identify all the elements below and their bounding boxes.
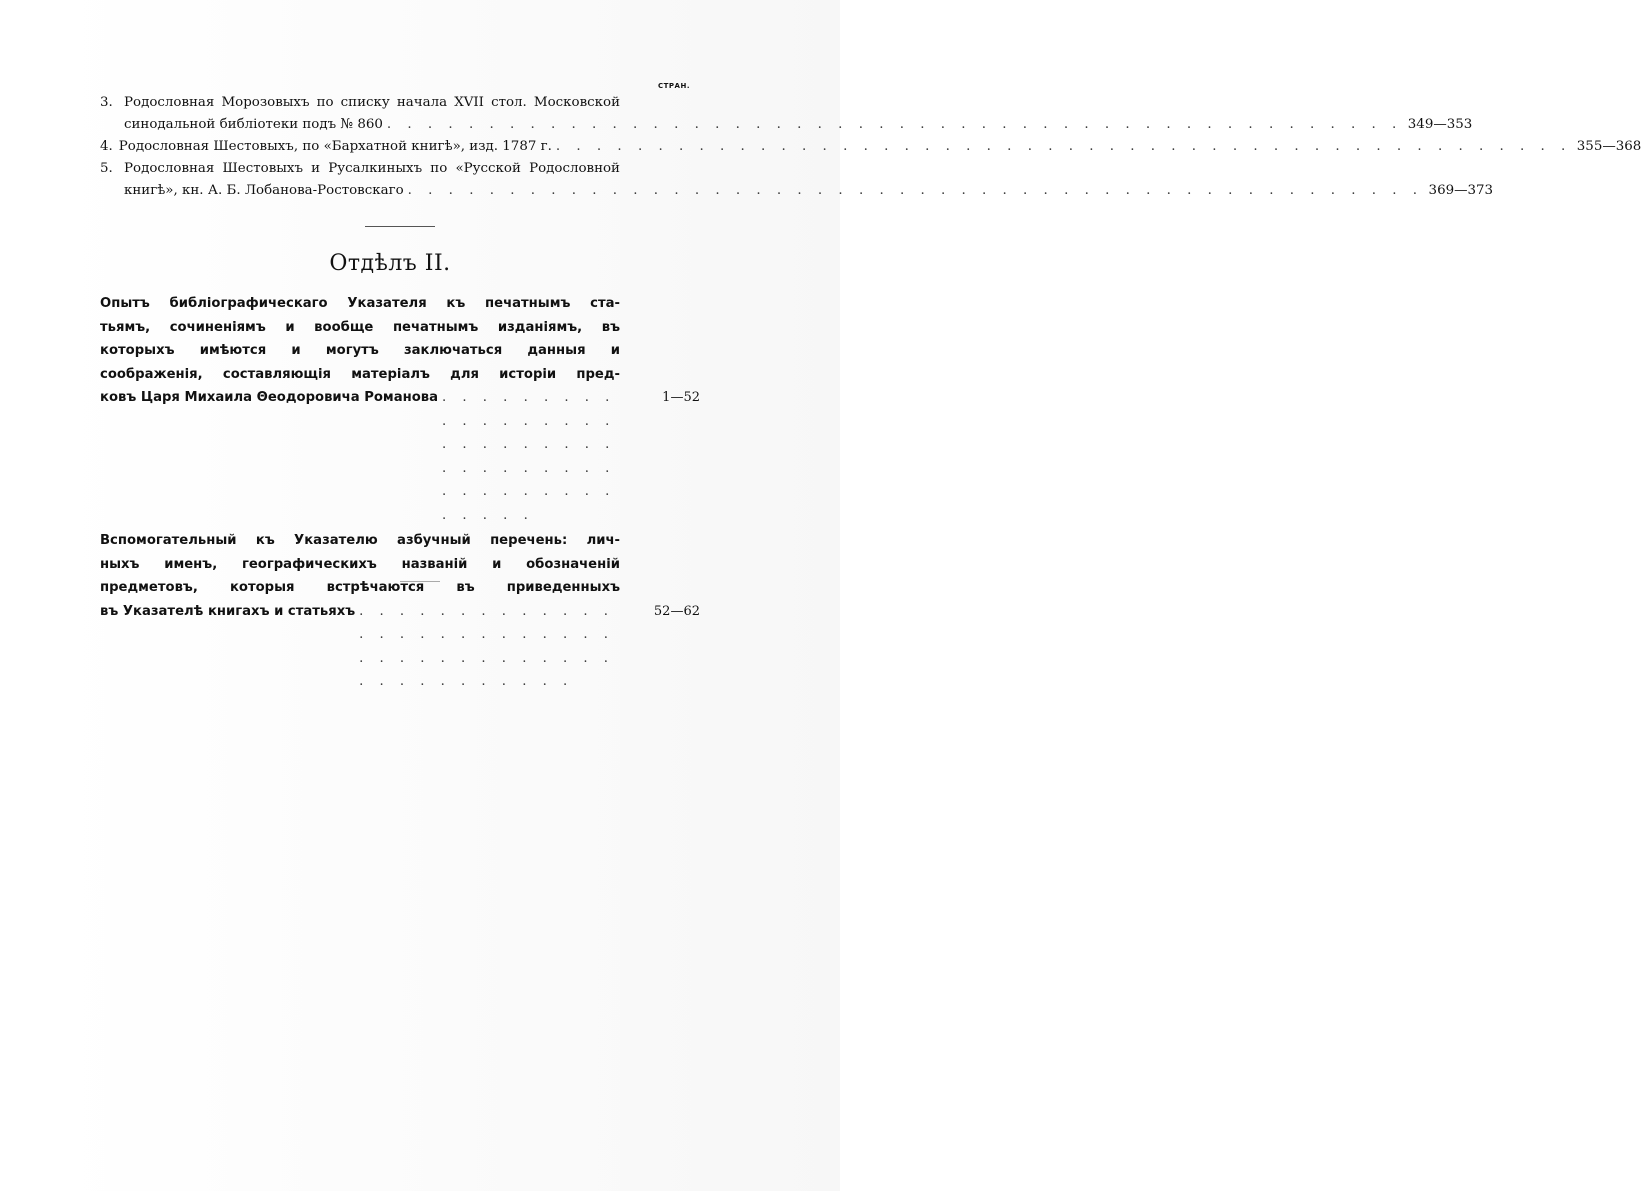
separator-rule [365,226,435,227]
toc-bold-entry-2-line-4: въ Указателѣ книгахъ и статьяхъ [100,603,356,619]
toc-entry-5-number: 5. [100,161,113,176]
section-title: Отдѣлъ II. [329,251,451,276]
toc-entry-4[interactable] [100,136,1641,158]
toc-bold-entry-1-line-3: которыхъ имѣются и могутъ заключаться данныя и [100,343,620,358]
leader-dots: . . . . . . . . . . . . . . . . . . . . . . . . . . . . . . . . . . . . . . . . . . . . . . . . . . [555,139,1572,154]
toc-entry-4-line-1 [100,136,1641,158]
toc-entry-3[interactable] [100,92,1473,136]
toc-content [100,82,1641,696]
toc-entry-5-line-2 [100,180,1494,202]
toc-entry-3-line-2 [100,114,1473,136]
toc-entry-5-title-line-1: Родословная Шестовыхъ и Русалкиныхъ по «Русской Родословной [124,161,620,176]
toc-bold-entry-2-line-2: ныхъ именъ, географическихъ названій и обозначеній [100,556,620,572]
toc-entry-5-title-line-2: книгѣ», кн. А. Б. Лобанова-Ростовскаго [124,183,404,198]
leader-dots: . . . . . . . . . . . . . . . . . . . . . . . . . . . . . . . . . . . . . . . . . . . . . . . . . . [386,117,1403,132]
toc-entry-5-pages: 369—373 [1428,183,1494,198]
toc-bold-entry-2-line-3: предметовъ, которыя встрѣчаются въ приведенныхъ [100,580,620,595]
toc-entry-4-title: Родословная Шестовыхъ, по «Бархатной книгѣ», изд. 1787 г. [118,139,552,154]
toc-bold-entry-1-line-1: Опытъ библіографическаго Указателя къ печатнымъ ста- [100,296,620,311]
column-header-pages: СТРАН. [658,82,690,90]
toc-bold-entry-2-text [100,529,620,600]
toc-bold-entry-2[interactable] [100,529,700,694]
toc-bold-entry-1[interactable] [100,292,700,527]
toc-entry-3-number: 3. [100,95,113,110]
toc-bold-entry-1-pages: 1—52 [662,390,700,405]
toc-bold-entry-2-last-row [100,600,700,694]
toc-bold-entry-2-pages: 52—62 [653,603,700,619]
toc-bold-entry-1-last-row [100,386,700,527]
toc-entry-5-line-1 [100,158,620,180]
toc-bold-entry-1-line-4: соображенія, составляющія матеріалъ для исторіи пред- [100,366,620,382]
toc-entry-5[interactable] [100,158,1494,202]
toc-bold-entry-1-line-2: тьямъ, сочиненіямъ и вообще печатнымъ изданіямъ, въ [100,319,620,335]
toc-entry-3-title-line-2: синодальной библіотеки подъ № 860 [124,117,383,132]
leader-dots: . . . . . . . . . . . . . . . . . . . . . . . . . . . . . . . . . . . . . . . . . . . . . . . . . . [359,603,614,689]
toc-entry-3-pages: 349—353 [1407,117,1473,132]
leader-dots: . . . . . . . . . . . . . . . . . . . . . . . . . . . . . . . . . . . . . . . . . . . . . . . . . . [442,390,616,523]
faint-rule [400,581,440,582]
toc-entry-4-pages: 355—368 [1576,139,1641,154]
toc-bold-entry-1-line-5: ковъ Царя Михаила Θеодоровича Романова [100,390,439,405]
toc-bold-entry-1-text [100,292,620,386]
toc-entry-4-number: 4. [100,139,113,154]
leader-dots: . . . . . . . . . . . . . . . . . . . . . . . . . . . . . . . . . . . . . . . . . . . . . . . . . . [407,183,1424,198]
toc-entry-3-line-1 [100,92,620,114]
toc-bold-entry-2-line-1: Вспомогательный къ Указателю азбучный перечень: лич- [100,533,620,548]
toc-entry-3-title-line-1: Родословная Морозовыхъ по списку начала XVII стол. Московской [124,95,620,110]
